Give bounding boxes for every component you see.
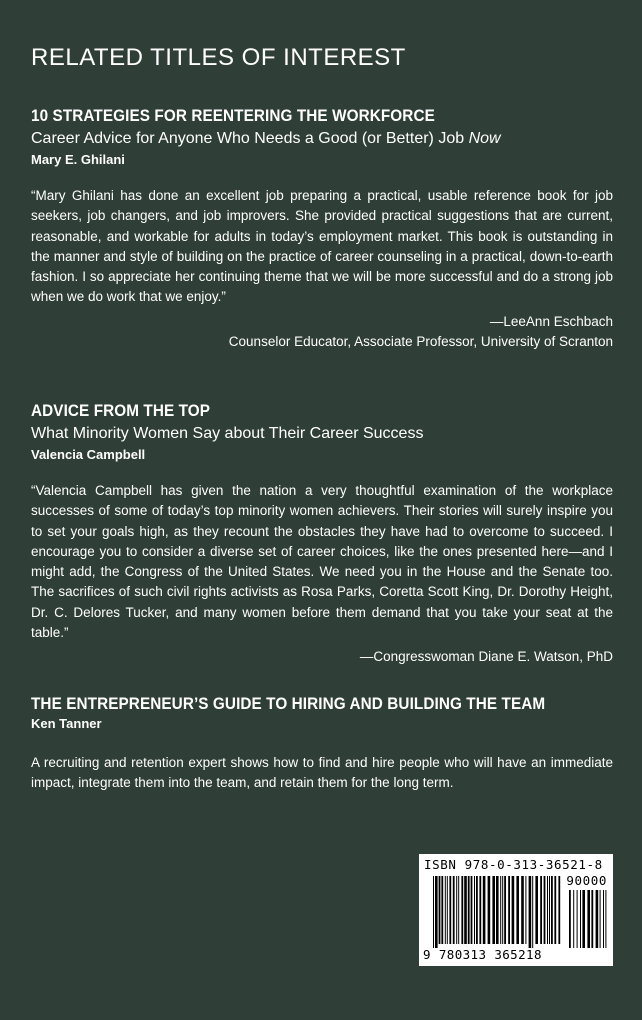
book-entry-3 [31,694,613,794]
book-author: Ken Tanner [31,716,102,731]
book-author: Valencia Campbell [31,447,146,462]
book-subtitle [31,128,613,150]
ean-digits: 9 780313 365218 [423,947,542,962]
book-blurb: A recruiting and retention expert shows how to find and hire people who will have an immediate impact, integrate them into the team, and retain them for the long term. [31,755,613,791]
attribution-name: —Congresswoman Diane E. Watson, PhD [359,649,613,665]
book-author: Mary E. Ghilani [31,152,125,167]
book-subtitle-main: Career Advice for Anyone Who Needs a Good (or Better) Job [31,130,469,147]
book-entry-2 [31,401,613,668]
attribution-role: Counselor Educator, Associate Professor, University of Scranton [228,334,613,350]
book-title: THE ENTREPRENEUR’S GUIDE TO HIRING AND BUILDING THE TEAM [31,694,546,713]
book-blurb: “Valencia Campbell has given the nation a very thoughtful examination of the workplace successes of some of today’s top minority women achievers. Their stories will surely inspire you to set your goals high, as they recount the obstacles they have had to overcome to succeed. I encourage you to consider a diverse set of career choices, like the ones presented here—and I might add, the Congress of the United States. We need you in the House and the Senate too. The sacrifices of such civil rights activists as Rosa Parks, Coretta Scott King, Dr. Dorothy Height, Dr. C. Delores Tucker, and many women before them demand that you take your seat at the table.” [31,483,613,641]
book-subtitle-italic: Now [468,130,501,147]
isbn-barcode [419,854,613,966]
book-title: 10 STRATEGIES FOR REENTERING THE WORKFORCE [31,106,435,125]
isbn-label: ISBN 978-0-313-36521-8 [424,857,603,872]
price-code: 90000 [566,873,607,888]
section-heading: RELATED TITLES OF INTEREST [31,44,406,71]
book-subtitle: What Minority Women Say about Their Career Success [31,425,424,442]
attribution-name: —LeeAnn Eschbach [489,313,613,329]
book-blurb: “Mary Ghilani has done an excellent job preparing a practical, usable reference book for job seekers, job changers, and job improvers. She provided practical suggestions that are current, reasonable, and workable for adults in today’s employment market. This book is outstanding in the manner and style of building on the practice of career counseling in a practical, down-to-earth fashion. I so appreciate her continuing theme that we will be more successful and do a strong job when we do work that we enjoy.” [31,188,613,305]
book-entry-1 [31,106,613,353]
book-title: ADVICE FROM THE TOP [31,401,211,420]
